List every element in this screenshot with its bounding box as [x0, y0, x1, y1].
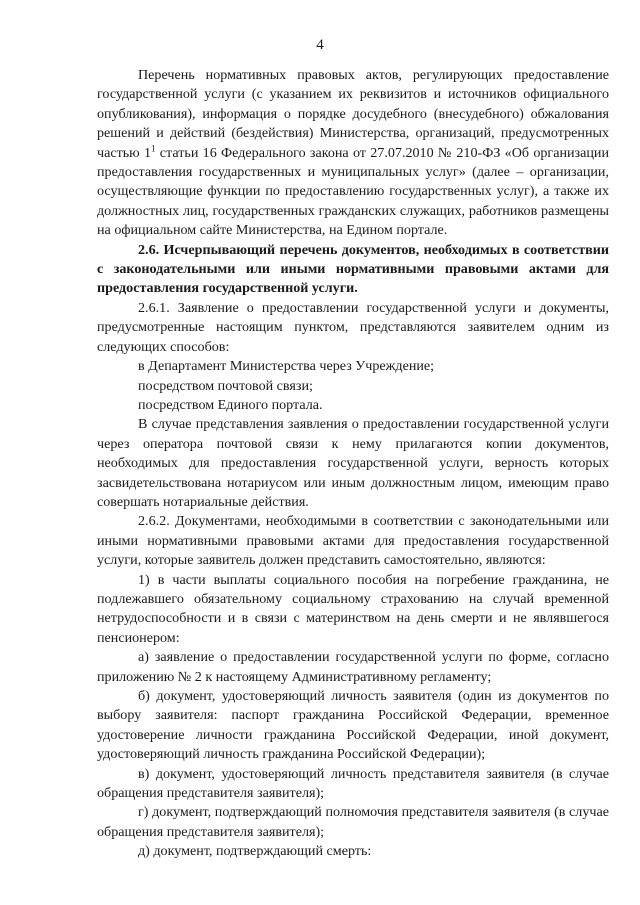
list-item: д) документ, подтверждающий смерть:: [138, 843, 372, 860]
list-item: посредством Единого портала.: [138, 396, 323, 413]
paragraph-item-1: 1) в части выплаты социального пособия на погребение гражданина, не подлежавшего обязательному социальному страхованию на случай временной нетрудоспособности и в связи с материнством на день смерти и не являвшегося пенсионером:: [97, 571, 609, 646]
list-item: посредством почтовой связи;: [138, 377, 313, 394]
list-item: г) документ, подтверждающий полномочия представителя заявителя (в случае обращения представителя заявителя);: [97, 804, 609, 840]
paragraph-postal: В случае представления заявления о предоставлении государственной услуги через оператора почтовой связи к нему прилагаются копии документов, необходимых для предоставления государственной услуги, верность которых засвидетельствована нотариусом или иным должностным лицом, имеющим право совершать нотариальные действия.: [97, 416, 609, 510]
section-heading: 2.6. Исчерпывающий перечень документов, необходимых в соответствии с законодательными или иными нормативными правовыми актами для предоставления государственной услуги.: [97, 241, 609, 297]
paragraph-text: статьи 16 Федерального закона от 27.07.2010 № 210-ФЗ «Об организации предоставления государственных и муниципальных услуг» (далее – организации, осуществляющие функции по предоставлению государственных услуг), а также их должностных лиц, государственных гражданских служащих, работников размещены на официальном сайте Министерства, на Едином портале.: [97, 144, 609, 239]
paragraph-text: Перечень нормативных правовых актов, регулирующих предоставление государственной услуги (с указанием их реквизитов и источников официального опубликования), информация о порядке досудебного (внесудебного) обжалования решений и действий (бездействия) Министерства, организаций, предусмотренных частью 1: [97, 67, 609, 161]
page-number: 4: [316, 37, 324, 53]
paragraph-2-6-1: 2.6.1. Заявление о предоставлении государственной услуги и документы, предусмотренные настоящим пунктом, представляются заявителем одним из следующих способов:: [97, 299, 609, 355]
document-body: [97, 66, 609, 862]
paragraph-2-6-2: 2.6.2. Документами, необходимыми в соответствии с законодательными или иными нормативными правовыми актами для предоставления государственной услуги, которые заявитель должен представить самостоятельно, являются:: [97, 513, 609, 569]
superscript: 1: [151, 142, 156, 153]
paragraph-legal-acts: [97, 66, 609, 241]
list-item: б) документ, удостоверяющий личность заявителя (один из документов по выбору заявителя: паспорт гражданина Российской Федерации, временное удостоверение личности гражданина Российской Федерации, иной документ, удостоверяющий личность гражданина Российской Федерации);: [97, 688, 609, 763]
list-item: в Департамент Министерства через Учреждение;: [138, 358, 435, 375]
list-item: в) документ, удостоверяющий личность представителя заявителя (в случае обращения представителя заявителя);: [97, 765, 609, 802]
list-item: а) заявление о предоставлении государственной услуги по форме, согласно приложению № 2 к настоящему Административному регламенту;: [97, 649, 609, 685]
